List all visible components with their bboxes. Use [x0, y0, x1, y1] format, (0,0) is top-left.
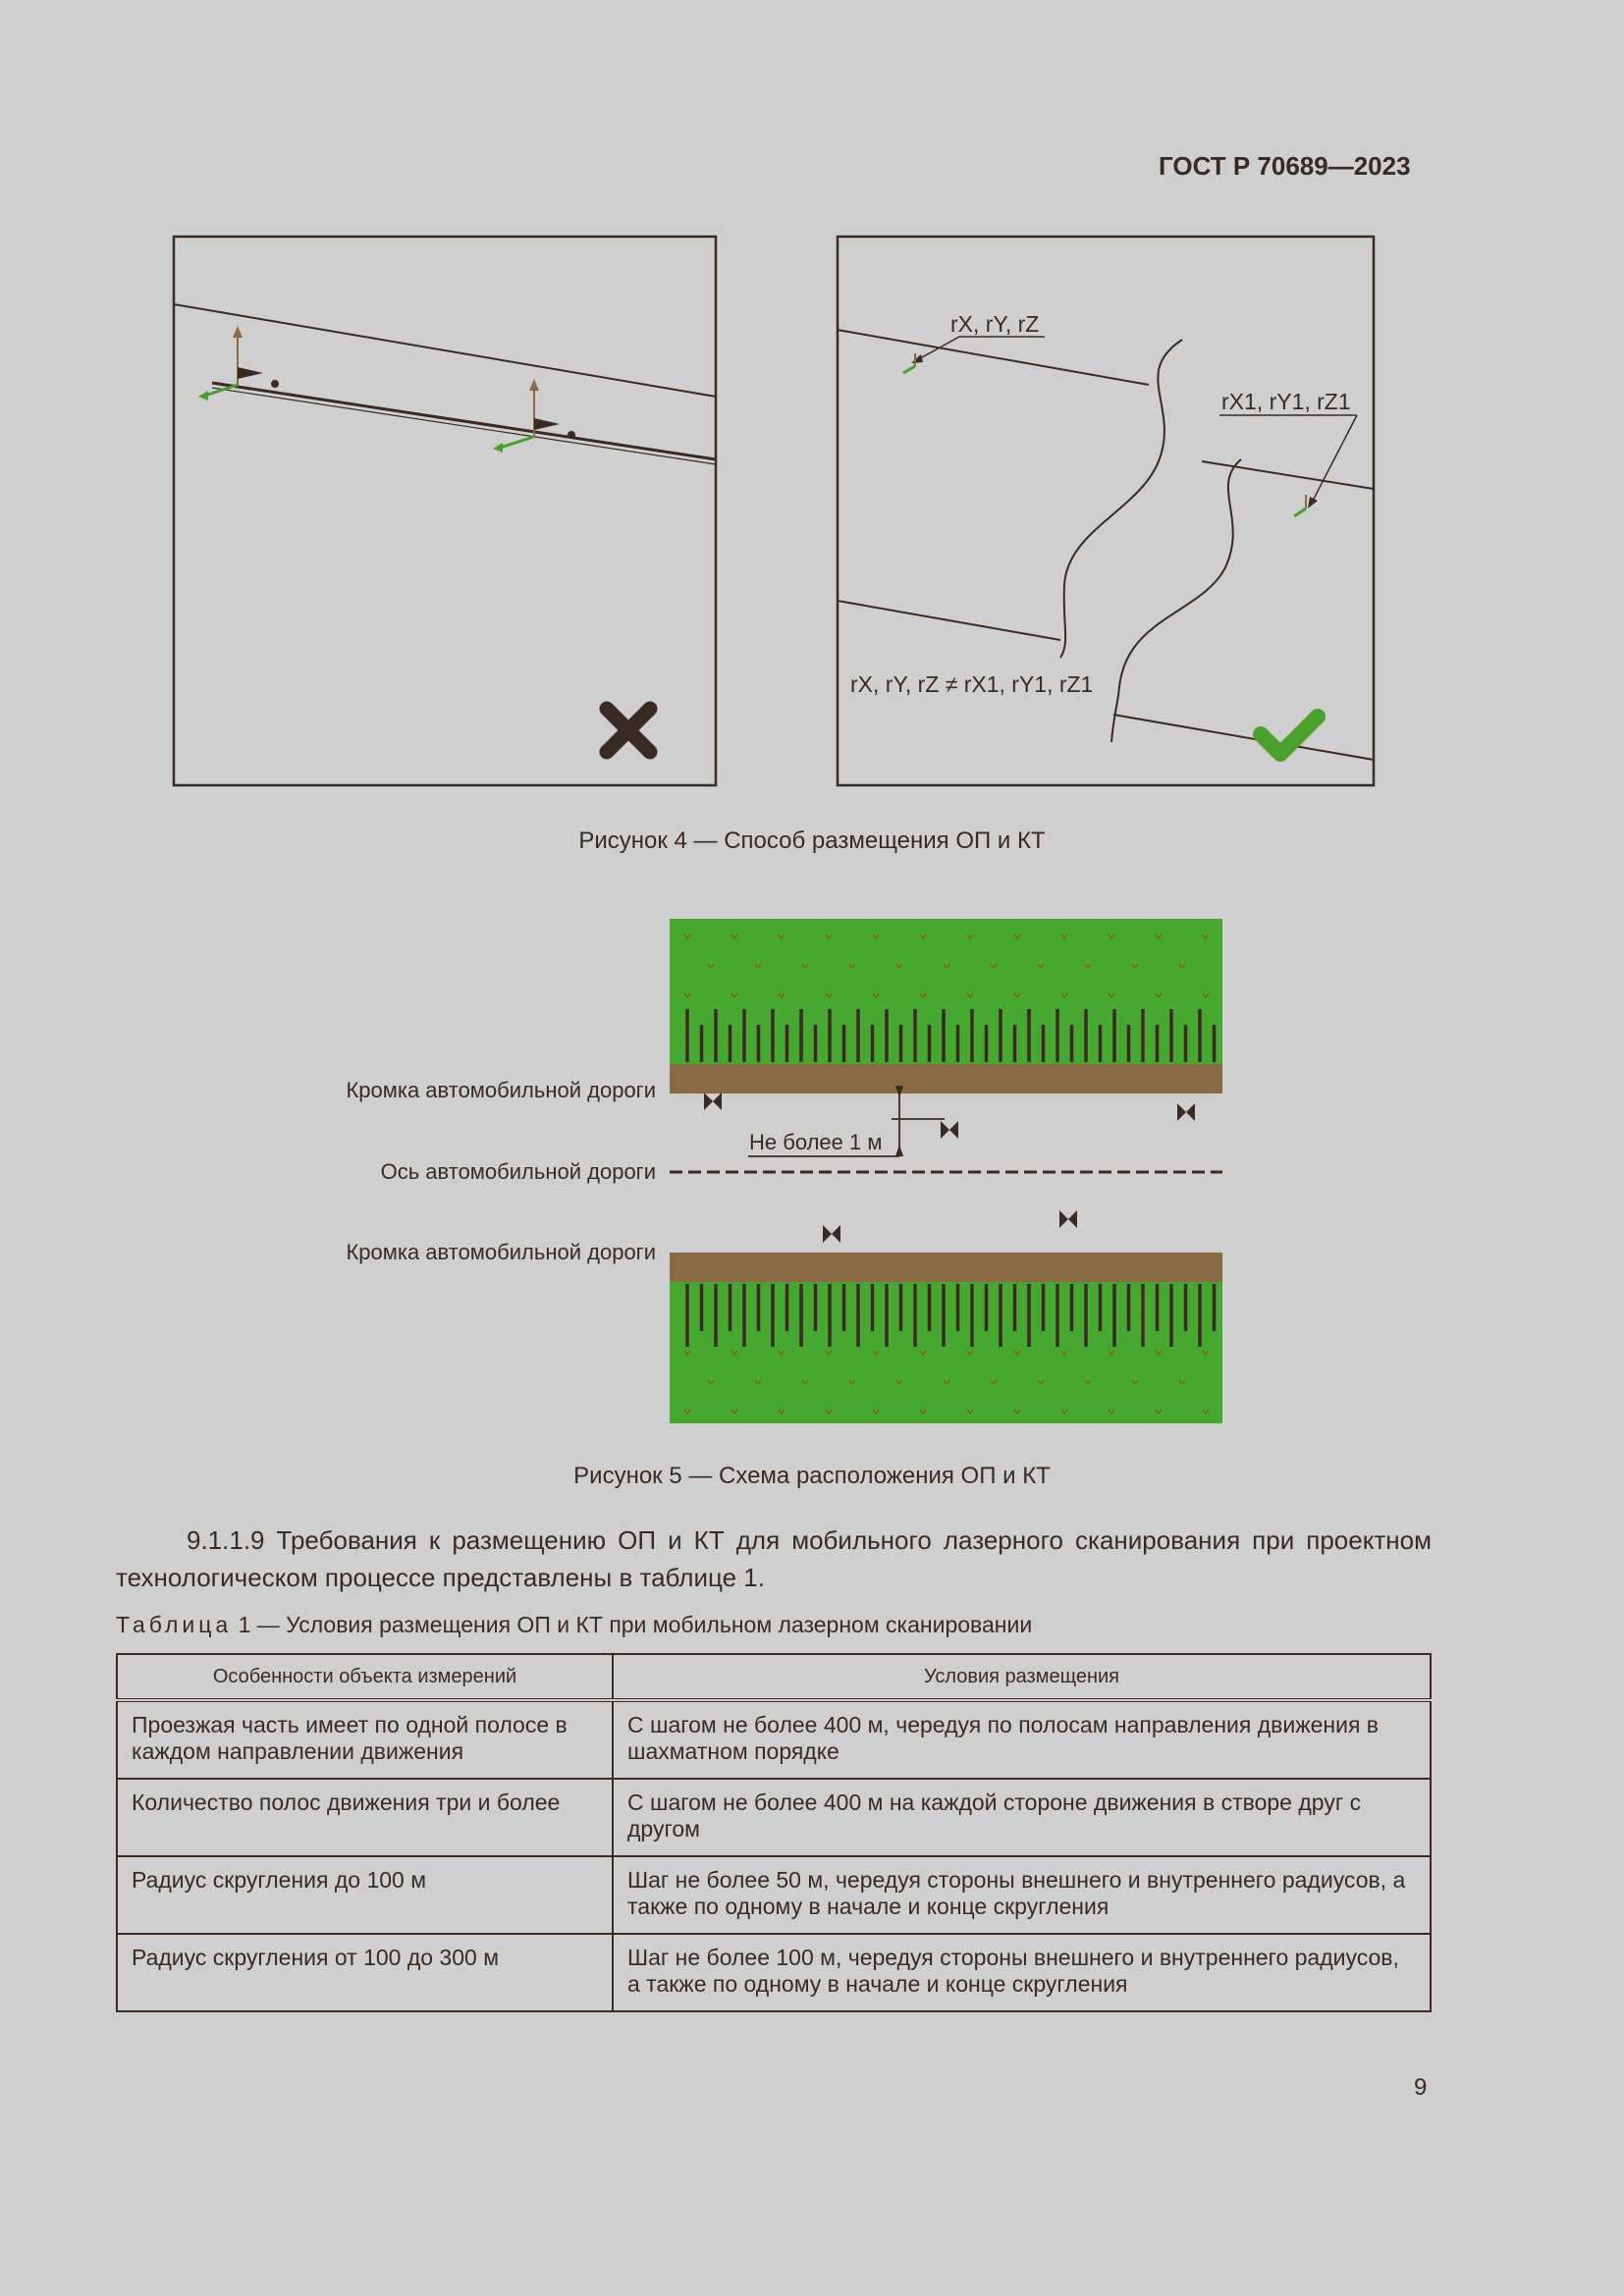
cross-mark-icon	[607, 709, 650, 752]
table-header-cell: Особенности объекта измерений	[117, 1654, 613, 1700]
figure5-diagram	[0, 903, 1624, 1433]
table-row	[117, 1700, 1431, 1779]
figure5-caption: Рисунок 5 — Схема расположения ОП и КТ	[573, 1463, 1051, 1489]
document-code: ГОСТ Р 70689—2023	[1159, 151, 1411, 181]
figure4-incorrect-panel	[173, 236, 719, 789]
label-edge-top: Кромка автомобильной дороги	[346, 1078, 656, 1102]
label-inequality: rX, rY, rZ ≠ rX1, rY1, rZ1	[850, 671, 1094, 697]
control-point-marker-icon	[704, 1093, 722, 1110]
paragraph-9-1-1-9	[116, 1522, 1432, 1596]
paragraph-text: 9.1.1.9 Требования к размещению ОП и КТ для мобильного лазерного сканирования при проектном технологическом процессе представлены в таблице 1.	[116, 1525, 1432, 1592]
label-point-b: rX1, rY1, rZ1	[1221, 389, 1351, 414]
table-title	[116, 1612, 1032, 1638]
table-cell: С шагом не более 400 м, чередуя по полосам направления движения в шахматном порядке	[613, 1700, 1431, 1779]
table-cell: Проезжая часть имеет по одной полосе в каждом направлении движения	[117, 1700, 613, 1779]
control-point-marker-icon	[493, 379, 560, 453]
table-row	[117, 1934, 1431, 2011]
control-point-marker-icon	[1059, 1210, 1077, 1228]
control-point-marker-icon	[941, 1121, 958, 1139]
table-title-word: Таблица	[116, 1612, 233, 1637]
conditions-table	[116, 1653, 1432, 2012]
table-title-text: 1 — Условия размещения ОП и КТ при мобильном лазерном сканировании	[238, 1612, 1033, 1637]
label-road-axis: Ось автомобильной дороги	[380, 1159, 656, 1184]
table-cell: Количество полос движения три и более	[117, 1779, 613, 1856]
table-cell: Радиус скругления до 100 м	[117, 1856, 613, 1934]
figure4-correct-panel	[837, 236, 1377, 789]
table-cell: Шаг не более 100 м, чередуя стороны внешнего и внутреннего радиусов, а также по одному в начале и конце скругления	[613, 1934, 1431, 2011]
table-cell: Шаг не более 50 м, чередуя стороны внешнего и внутреннего радиусов, а также по одному в начале и конце скругления	[613, 1856, 1431, 1934]
page-number: 9	[1414, 2074, 1428, 2101]
figure4-caption: Рисунок 4 — Способ размещения ОП и КТ	[578, 828, 1046, 854]
table-header-cell: Условия размещения	[613, 1654, 1431, 1700]
table-header-row	[117, 1654, 1431, 1700]
label-edge-bottom: Кромка автомобильной дороги	[346, 1240, 656, 1264]
control-point-marker-icon	[1177, 1103, 1195, 1121]
table-row	[117, 1856, 1431, 1934]
table-cell: Радиус скругления от 100 до 300 м	[117, 1934, 613, 2011]
label-distance: Не более 1 м	[749, 1130, 883, 1154]
label-point-a: rX, rY, rZ	[950, 311, 1040, 337]
control-point-marker-icon	[1294, 495, 1306, 516]
table-row	[117, 1779, 1431, 1856]
table-cell: С шагом не более 400 м на каждой стороне движения в створе друг с другом	[613, 1779, 1431, 1856]
control-point-marker-icon	[823, 1225, 840, 1243]
control-point-marker-icon	[903, 353, 915, 373]
